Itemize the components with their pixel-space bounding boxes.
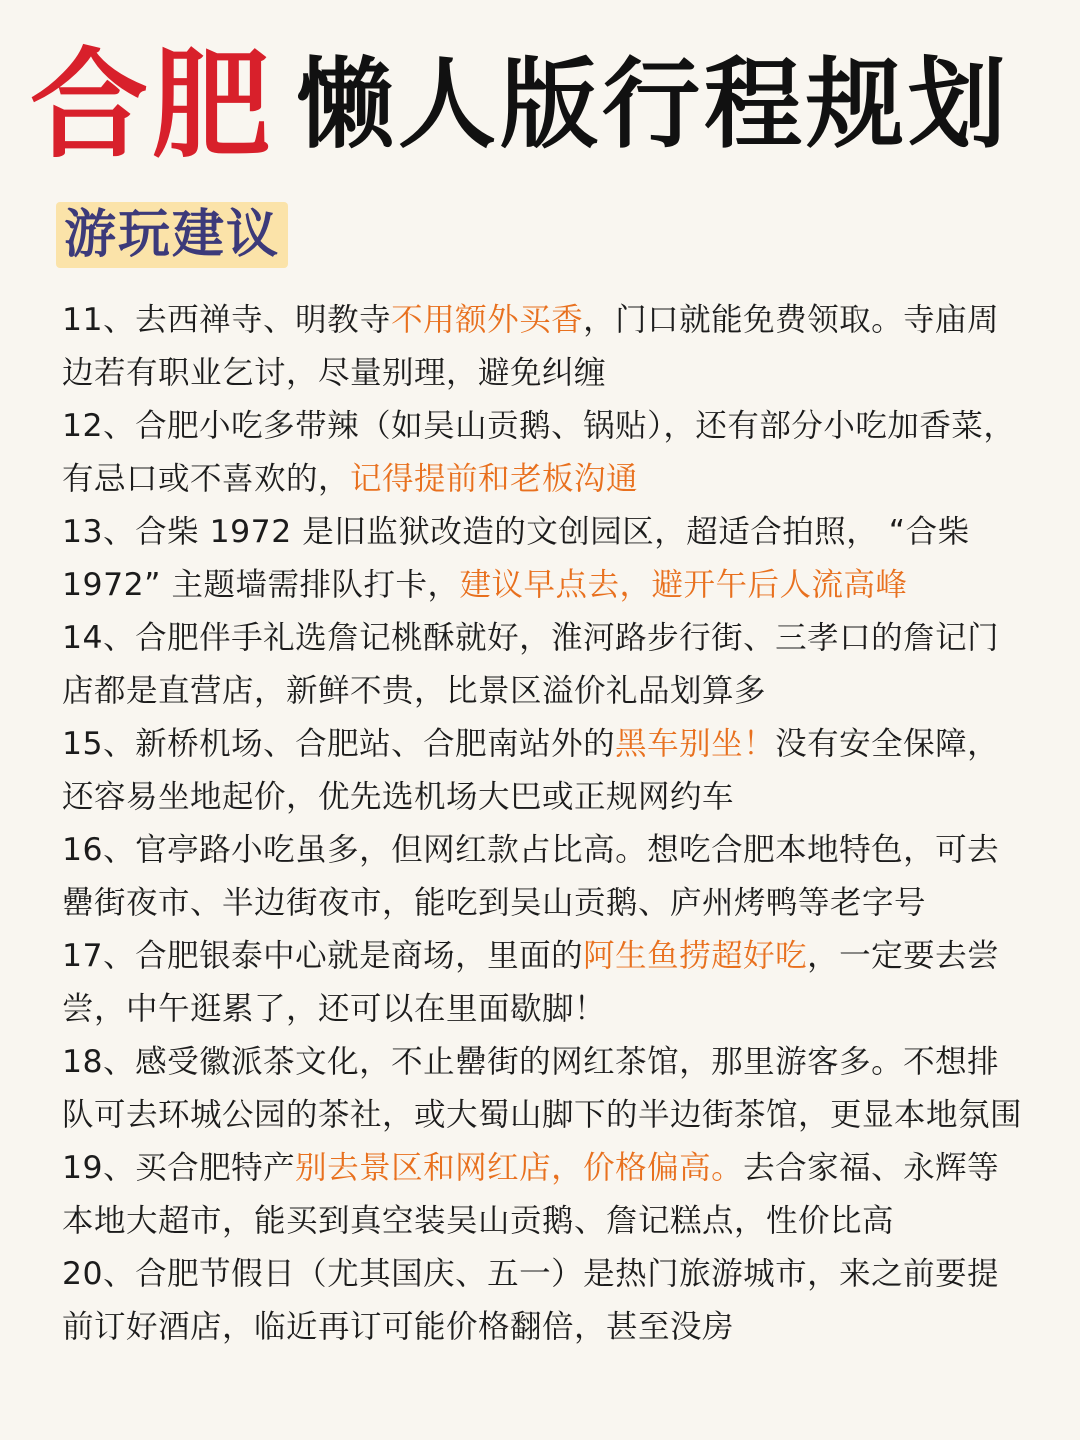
tip-text: 17、合肥银泰中心就是商场，里面的 bbox=[62, 938, 584, 974]
tip-text: ，一定要去尝尝，中午逛累了，还可以在里面歇脚！ bbox=[62, 938, 1000, 1027]
tip-item bbox=[62, 930, 1030, 1036]
tip-highlight: 阿生鱼捞超好吃 bbox=[583, 938, 808, 974]
tip-text: 没有安全保障，还容易坐地起价，优先选机场大巴或正规网约车 bbox=[62, 726, 1000, 815]
tip-highlight: 记得提前和老板沟通 bbox=[350, 461, 639, 497]
tip-item bbox=[62, 1036, 1030, 1142]
tip-item bbox=[62, 1142, 1030, 1248]
tip-text: 18、感受徽派茶文化，不止罍街的网红茶馆，那里游客多。不想排队可去环城公园的茶社，或大蜀山脚下的半边街茶馆，更显本地氛围 bbox=[62, 1044, 1023, 1133]
tip-text: 14、合肥伴手礼选詹记桃酥就好，淮河路步行街、三孝口的詹记门店都是直营店，新鲜不贵，比景区溢价礼品划算多 bbox=[62, 620, 1000, 709]
tip-item bbox=[62, 506, 1030, 612]
tip-text: 13、合柴 1972 是旧监狱改造的文创园区，超适合拍照， “合柴 1972” 主题墙需排队打卡， bbox=[62, 514, 970, 603]
tips-list bbox=[62, 294, 1030, 1354]
tip-highlight: 建议早点去，避开午后人流高峰 bbox=[459, 567, 908, 603]
title-main: 懒人版行程规划 bbox=[296, 47, 1011, 162]
tip-text: 20、合肥节假日（尤其国庆、五一）是热门旅游城市，来之前要提前订好酒店，临近再订可能价格翻倍，甚至没房 bbox=[62, 1256, 1000, 1345]
tip-text: 19、买合肥特产 bbox=[62, 1150, 296, 1186]
tip-item bbox=[62, 294, 1030, 400]
section-heading-label: 游玩建议 bbox=[64, 205, 281, 265]
tip-text: ，门口就能免费领取。寺庙周边若有职业乞讨，尽量别理，避免纠缠 bbox=[62, 302, 1000, 391]
tip-highlight: 不用额外买香 bbox=[391, 302, 584, 338]
tip-text: 12、合肥小吃多带辣（如吴山贡鹅、锅贴），还有部分小吃加香菜，有忌口或不喜欢的， bbox=[62, 408, 1016, 497]
tip-item bbox=[62, 400, 1030, 506]
tip-item bbox=[62, 718, 1030, 824]
title-city: 合肥 bbox=[30, 35, 275, 174]
tip-item bbox=[62, 612, 1030, 718]
tip-text: 11、去西禅寺、明教寺 bbox=[62, 302, 392, 338]
page-title bbox=[30, 35, 1060, 174]
tip-text: 16、官亭路小吃虽多，但网红款占比高。想吃合肥本地特色，可去罍街夜市、半边街夜市，能吃到吴山贡鹅、庐州烤鸭等老字号 bbox=[62, 832, 1000, 921]
tip-highlight: 黑车别坐！ bbox=[615, 726, 776, 762]
tip-highlight: 别去景区和网红店，价格偏高。 bbox=[295, 1150, 744, 1186]
tip-item bbox=[62, 1248, 1030, 1354]
tip-item bbox=[62, 824, 1030, 930]
tip-text: 15、新桥机场、合肥站、合肥南站外的 bbox=[62, 726, 616, 762]
tip-text: 去合家福、永辉等本地大超市，能买到真空装吴山贡鹅、詹记糕点，性价比高 bbox=[62, 1150, 1000, 1239]
section-heading bbox=[56, 202, 288, 268]
